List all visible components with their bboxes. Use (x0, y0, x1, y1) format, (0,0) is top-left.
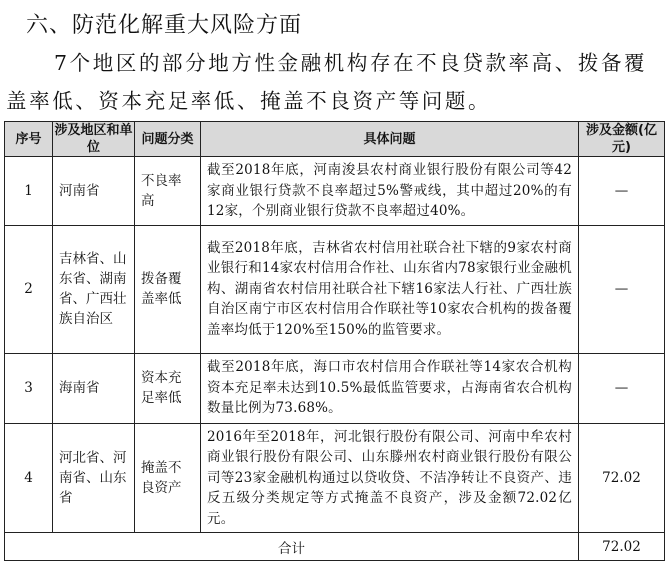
row-category: 不良率高 (135, 157, 201, 226)
row-detail: 截至2018年底，吉林省农村信用社联合社下辖的9家农村商业银行和14家农村信用合作社、山东省内78家银行业金融机构、湖南省农村信用社联合社下辖16家法人行社、广西壮族自治区南宁市区农村信用合作联社等10家农合机构的拨备覆盖率均低于120%至150%的监管要求。 (201, 225, 579, 353)
header-row (5, 122, 665, 157)
header-no: 序号 (5, 122, 53, 157)
section-intro: 7个地区的部分地方性金融机构存在不良贷款率高、拨备覆盖率低、资本充足率低、掩盖不良资产等问题。 (6, 51, 648, 113)
row-amount: 72.02 (579, 423, 665, 533)
row-amount: — (579, 225, 665, 353)
table-row (5, 353, 665, 423)
table-row (5, 423, 665, 533)
row-no: 4 (5, 423, 53, 533)
risk-table (4, 121, 665, 561)
row-area: 海南省 (53, 353, 135, 423)
row-no: 2 (5, 225, 53, 353)
row-detail: 2016年至2018年，河北银行股份有限公司、河南中牟农村商业银行股份有限公司、山东滕州农村商业银行股份有限公司等23家金融机构通过以贷收贷、不洁净转让不良资产、违反五级分类规定等方式掩盖不良资产，涉及金额72.02亿元。 (201, 423, 579, 533)
header-detail: 具体问题 (201, 122, 579, 157)
row-amount: — (579, 157, 665, 226)
row-area: 河南省 (53, 157, 135, 226)
header-amount: 涉及金额(亿元) (579, 122, 665, 157)
section-heading: 六、防范化解重大风险方面 (26, 13, 303, 38)
row-detail: 截至2018年底，海口市农村信用合作联社等14家农合机构资本充足率未达到10.5%最低监管要求，占海南省农合机构数量比例为73.68%。 (201, 353, 579, 423)
table-row (5, 157, 665, 226)
total-amount: 72.02 (579, 533, 665, 561)
header-area: 涉及地区和单位 (54, 123, 133, 155)
row-no: 3 (5, 353, 53, 423)
total-label: 合计 (5, 533, 579, 561)
row-detail: 截至2018年底，河南浚县农村商业银行股份有限公司等42家商业银行贷款不良率超过5%警戒线，其中超过20%的有12家，个别商业银行贷款不良率超过40%。 (201, 157, 579, 226)
table-row (5, 225, 665, 353)
total-row (5, 533, 665, 561)
header-category: 问题分类 (135, 122, 201, 157)
row-amount: — (579, 353, 665, 423)
row-category: 拨备覆盖率低 (135, 225, 201, 353)
row-category: 掩盖不良资产 (135, 423, 201, 533)
row-category: 资本充足率低 (135, 353, 201, 423)
row-area: 吉林省、山东省、湖南省、广西壮族自治区 (53, 225, 135, 353)
risk-table-body (5, 157, 665, 561)
row-no: 1 (5, 157, 53, 226)
row-area: 河北省、河南省、山东省 (53, 423, 135, 533)
risk-table-header (5, 122, 665, 157)
